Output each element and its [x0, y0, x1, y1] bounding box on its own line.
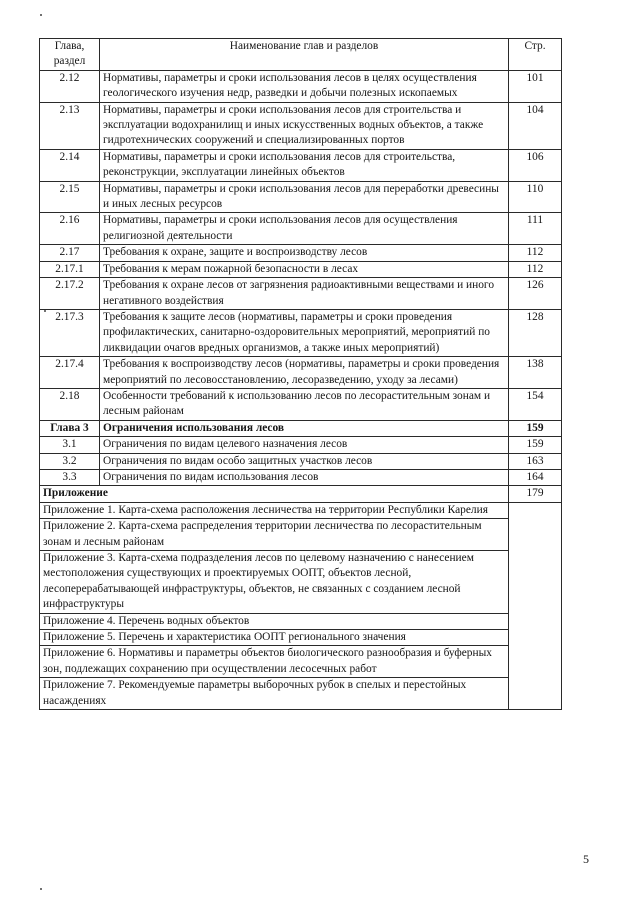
appendix-item: Приложение 5. Перечень и характеристика ООПТ регионального значения	[40, 630, 509, 646]
appendix-page-cell-empty	[509, 502, 562, 709]
scan-speck	[44, 310, 46, 312]
toc-row-page: 128	[509, 309, 562, 356]
toc-row	[40, 388, 562, 420]
toc-row-number: 2.17	[40, 245, 100, 261]
toc-row-title: Нормативы, параметры и сроки использования лесов для строительства и эксплуатации водохранилищ и иных искусственных водных объектов, а также гидротехнических сооружений и специализированных портов	[100, 102, 509, 149]
toc-row-title: Особенности требований к использованию лесов по лесорастительным зонам и лесным районам	[100, 388, 509, 420]
appendix-item: Приложение 3. Карта-схема подразделения лесов по целевому назначению с нанесением местоположения существующих и проектируемых ООПТ, объектов лесной, лесоперерабатывающей инфраструктуры, объектов, не связанных с созданием лесной инфраструктуры	[40, 551, 509, 614]
toc-row-number: 2.17.4	[40, 357, 100, 389]
appendix-heading: Приложение	[40, 486, 509, 502]
toc-row	[40, 469, 562, 485]
toc-row-number: 3.2	[40, 453, 100, 469]
toc-row-number: 3.1	[40, 437, 100, 453]
appendix-item-row	[40, 678, 562, 710]
appendix-item-row	[40, 551, 562, 614]
toc-row-page: 126	[509, 278, 562, 310]
toc-row-page: 110	[509, 181, 562, 213]
toc-row-title: Нормативы, параметры и сроки использования лесов в целях осуществления геологического изучения недр, разведки и добычи полезных ископаемых	[100, 70, 509, 102]
toc-row-number: 2.17.2	[40, 278, 100, 310]
toc-row-title: Требования к воспроизводству лесов (нормативы, параметры и сроки проведения мероприятий по лесовосстановлению, лесоразведению, уходу за лесами)	[100, 357, 509, 389]
toc-row-number: 3.3	[40, 469, 100, 485]
scan-speck	[40, 14, 42, 16]
toc-row	[40, 261, 562, 277]
toc-row-number: 2.18	[40, 388, 100, 420]
appendix-item: Приложение 6. Нормативы и параметры объектов биологического разнообразия и буферных зон, подлежащих сохранению при осуществлении лесосечных работ	[40, 646, 509, 678]
toc-row	[40, 181, 562, 213]
appendix-item-row	[40, 630, 562, 646]
toc-row-title: Ограничения по видам использования лесов	[100, 469, 509, 485]
toc-row	[40, 70, 562, 102]
toc-row-page: 138	[509, 357, 562, 389]
toc-row-number: Глава 3	[40, 420, 100, 436]
appendix-item: Приложение 4. Перечень водных объектов	[40, 613, 509, 629]
toc-row-page: 104	[509, 102, 562, 149]
appendix-heading-row	[40, 486, 562, 502]
appendix-item: Приложение 7. Рекомендуемые параметры выборочных рубок в спелых и перестойных насаждениях	[40, 678, 509, 710]
toc-row-page: 106	[509, 149, 562, 181]
toc-row	[40, 149, 562, 181]
toc-row-page: 112	[509, 245, 562, 261]
toc-row	[40, 357, 562, 389]
toc-row-number: 2.16	[40, 213, 100, 245]
toc-row-title: Нормативы, параметры и сроки использования лесов для переработки древесины и иных лесных ресурсов	[100, 181, 509, 213]
header-page: Стр.	[509, 39, 562, 71]
toc-row-title: Ограничения по видам целевого назначения лесов	[100, 437, 509, 453]
toc-row	[40, 213, 562, 245]
toc-row-page: 154	[509, 388, 562, 420]
toc-row	[40, 278, 562, 310]
toc-row-number: 2.15	[40, 181, 100, 213]
appendix-item-row	[40, 519, 562, 551]
toc-row-title: Ограничения по видам особо защитных участков лесов	[100, 453, 509, 469]
toc-row-title: Требования к защите лесов (нормативы, параметры и сроки проведения профилактических, санитарно-оздоровительных мероприятий, мероприятий по ликвидации очагов вредных организмов, а также иных мероприятий)	[100, 309, 509, 356]
toc-row-page: 159	[509, 420, 562, 436]
appendix-item-row	[40, 502, 562, 518]
toc-row	[40, 102, 562, 149]
toc-row-page: 164	[509, 469, 562, 485]
page-number: 5	[583, 852, 589, 866]
scan-speck	[40, 888, 42, 890]
toc-row-page: 159	[509, 437, 562, 453]
toc-row-title: Требования к охране, защите и воспроизводству лесов	[100, 245, 509, 261]
appendix-page: 179	[509, 486, 562, 502]
toc-row-number: 2.17.1	[40, 261, 100, 277]
toc-row-title: Требования к мерам пожарной безопасности в лесах	[100, 261, 509, 277]
toc-row	[40, 245, 562, 261]
toc-row-number: 2.17.3	[40, 309, 100, 356]
appendix-item: Приложение 2. Карта-схема распределения территории лесничества по лесорастительным зонам и лесным районам	[40, 519, 509, 551]
toc-row-page: 163	[509, 453, 562, 469]
header-title: Наименование глав и разделов	[100, 39, 509, 71]
toc-row-title: Нормативы, параметры и сроки использования лесов для осуществления религиозной деятельности	[100, 213, 509, 245]
toc-row-number: 2.12	[40, 70, 100, 102]
toc-row-page: 111	[509, 213, 562, 245]
appendix-item-row	[40, 646, 562, 678]
toc-row	[40, 420, 562, 436]
table-body	[40, 70, 562, 709]
toc-row	[40, 437, 562, 453]
toc-row-page: 112	[509, 261, 562, 277]
appendix-item-row	[40, 613, 562, 629]
table-header-row	[40, 39, 562, 71]
toc-row	[40, 309, 562, 356]
appendix-item: Приложение 1. Карта-схема расположения лесничества на территории Республики Карелия	[40, 502, 509, 518]
toc-row-number: 2.14	[40, 149, 100, 181]
toc-row-title: Ограничения использования лесов	[100, 420, 509, 436]
toc-row-page: 101	[509, 70, 562, 102]
header-chapter-section: Глава, раздел	[40, 39, 100, 71]
toc-row-title: Требования к охране лесов от загрязнения радиоактивными веществами и иного негативного воздействия	[100, 278, 509, 310]
table-of-contents	[39, 38, 562, 710]
toc-row-number: 2.13	[40, 102, 100, 149]
toc-row	[40, 453, 562, 469]
toc-row-title: Нормативы, параметры и сроки использования лесов для строительства, реконструкции, эксплуатации линейных объектов	[100, 149, 509, 181]
